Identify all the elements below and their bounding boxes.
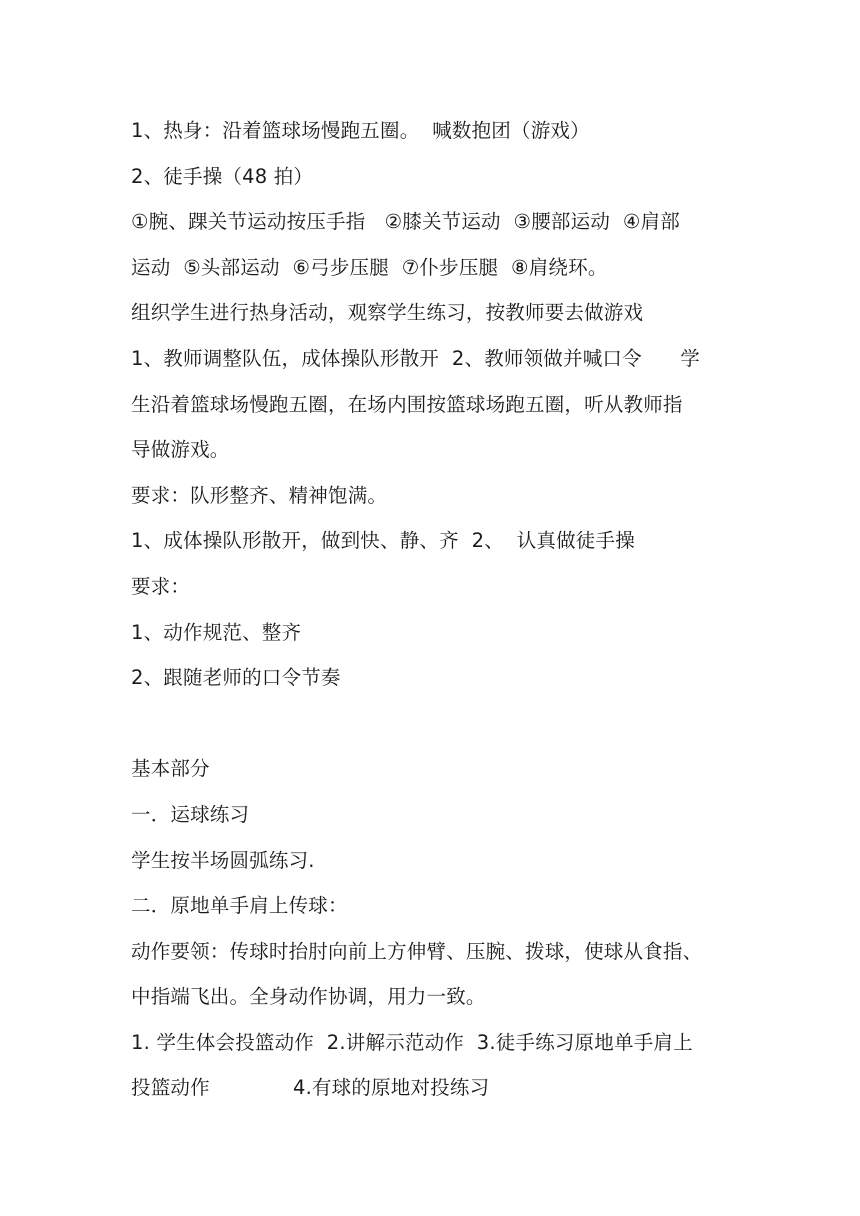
- text-line: 1、教师调整队伍，成体操队形散开 2、教师领做并喊口令 学: [131, 346, 700, 370]
- text-line: 1. 学生体会投篮动作 2.讲解示范动作 3.徒手练习原地单手肩上: [131, 1030, 693, 1054]
- document-body: [131, 108, 731, 1111]
- text-line: 学生按半场圆弧练习.: [131, 848, 315, 872]
- text-line: 导做游戏。: [131, 438, 230, 462]
- text-line: 要求：: [131, 574, 191, 598]
- section-heading: 基本部分: [131, 757, 210, 781]
- text-line: 1、成体操队形散开，做到快、静、齐 2、 认真做徒手操: [131, 529, 635, 553]
- text-line: 2、徒手操（48 拍）: [131, 164, 314, 188]
- text-line: 2、跟随老师的口令节奏: [131, 666, 341, 690]
- text-line: 运动 ⑤头部运动 ⑥弓步压腿 ⑦仆步压腿 ⑧肩绕环。: [131, 255, 608, 279]
- text-line: 生沿着篮球场慢跑五圈，在场内围按篮球场跑五圈，听从教师指: [131, 392, 683, 416]
- text-line: 要求：队形整齐、精神饱满。: [131, 483, 388, 507]
- text-line: 投篮动作 4.有球的原地对投练习: [131, 1076, 490, 1100]
- text-line: ①腕、踝关节运动按压手指 ②膝关节运动 ③腰部运动 ④肩部: [131, 210, 680, 234]
- text-line: 一．运球练习: [131, 802, 250, 826]
- text-line: 1、动作规范、整齐: [131, 620, 302, 644]
- text-line: 中指端飞出。全身动作协调，用力一致。: [131, 985, 486, 1009]
- blank-line: [131, 701, 731, 747]
- text-line: 动作要领：传球时抬肘向前上方伸臂、压腕、拨球，使球从食指、: [131, 939, 703, 963]
- text-line: 组织学生进行热身活动，观察学生练习，按教师要去做游戏: [131, 301, 644, 325]
- text-line: 1、热身：沿着篮球场慢跑五圈。 喊数抱团（游戏）: [131, 119, 590, 142]
- text-line: 二．原地单手肩上传球：: [131, 894, 348, 918]
